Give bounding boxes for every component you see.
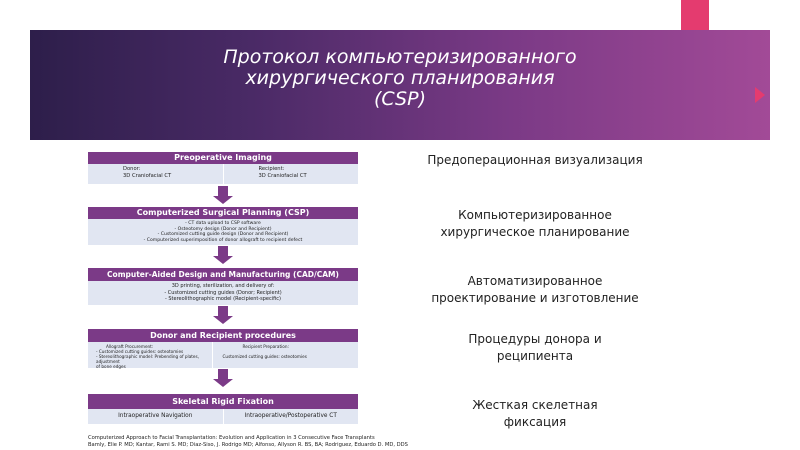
- slide-title: [30, 47, 770, 110]
- flow-arrow-down-icon: [213, 379, 233, 387]
- csp-line: - CT data upload to CSP software: [185, 221, 261, 226]
- label-procedures: [395, 331, 675, 365]
- csp-line: - Computerized superimposition of donor allograft to recipient defect: [143, 237, 303, 243]
- label-line: проектирование и изготовление: [431, 291, 639, 305]
- flow-connector-2: [218, 246, 228, 256]
- citation-line-1: Computerized Approach to Facial Transplantation: Evolution and Application in 3 Consecutive Face Transplants: [88, 435, 375, 441]
- fixation-right: Intraoperative/Postoperative CT: [223, 409, 359, 424]
- csp-line: - Osteotomy design (Donor and Recipient): [174, 226, 272, 232]
- flow-header-csp: Computerized Surgical Planning (CSP): [88, 207, 358, 219]
- flow-header-preoperative: Preoperative Imaging: [88, 152, 358, 164]
- label-line: хирургическое планирование: [440, 225, 630, 239]
- donor-right-line: Customized cutting guides: osteotomies: [222, 354, 307, 359]
- label-line: фиксация: [503, 415, 567, 429]
- flow-header-cad-cam: Computer-Aided Design and Manufacturing (CAD/CAM): [88, 268, 358, 281]
- label-line: Предоперационная визуализация: [427, 153, 643, 167]
- top-accent-bar: [681, 0, 709, 30]
- cad-line: - Customized cutting guides (Donor; Recipient): [164, 289, 282, 296]
- flow-box-fixation: [88, 394, 358, 424]
- preop-donor-value: 3D Craniofacial CT: [123, 173, 172, 179]
- donor-left-title: Allograft Procurement:: [106, 344, 154, 349]
- flow-header-procedures: Donor and Recipient procedures: [88, 329, 358, 342]
- label-line: Процедуры донора и: [468, 332, 602, 346]
- donor-right-title: Recipient Preparation:: [242, 344, 289, 349]
- label-line: Жесткая скелетная: [472, 398, 598, 412]
- preop-donor-label: Donor:: [123, 166, 141, 172]
- flow-box-procedures: [88, 329, 358, 368]
- preop-recipient-value: 3D Craniofacial CT: [258, 173, 307, 179]
- label-planning: [395, 207, 675, 241]
- citation-line-2: Bamly, Elie P. MD; Kantar, Rami S. MD; Diaz-Siso, J. Rodrigo MD; Alfonso, Allyson R. BS, BA; Rodriguez, Eduardo D. MD, DDS: [88, 442, 408, 448]
- flow-arrow-down-icon: [213, 256, 233, 264]
- title-line-3: (CSP): [374, 88, 426, 110]
- preop-recipient-label: Recipient:: [258, 166, 285, 172]
- flow-connector-4: [218, 369, 228, 379]
- label-line: Автоматизированное: [467, 274, 603, 288]
- title-line-2: хирургического планирования: [245, 67, 555, 89]
- flow-arrow-down-icon: [213, 316, 233, 324]
- label-fixation: [395, 397, 675, 431]
- csp-line: - Customized cutting guide design (Donor and Recipient): [157, 232, 289, 238]
- flow-connector-3: [218, 306, 228, 316]
- flow-connector-1: [218, 186, 228, 196]
- fixation-left: Intraoperative Navigation: [118, 413, 193, 419]
- flow-box-cad-cam: [88, 268, 358, 305]
- cad-line: - Stereolithographic model (Recipient-specific): [164, 296, 281, 303]
- donor-left-line: - Stereolithographic model: Prebending of plates, adjustment: [96, 354, 200, 364]
- flow-header-fixation: Skeletal Rigid Fixation: [88, 394, 358, 409]
- label-line: реципиента: [496, 349, 574, 363]
- flow-box-preoperative: [88, 152, 358, 184]
- label-cad-cam: [395, 273, 675, 307]
- flow-arrow-down-icon: [213, 196, 233, 204]
- label-line: Компьютеризированное: [458, 208, 612, 222]
- cad-line: 3D printing, sterilization, and delivery of:: [171, 283, 275, 289]
- citation: [88, 435, 408, 449]
- donor-left-line: - Customized cutting guides: osteotomies: [96, 349, 184, 354]
- flow-box-csp: [88, 207, 358, 245]
- donor-left-line: of bone edges: [96, 364, 126, 369]
- label-preoperative: [395, 152, 675, 169]
- title-line-1: Протокол компьютеризированного: [223, 46, 577, 68]
